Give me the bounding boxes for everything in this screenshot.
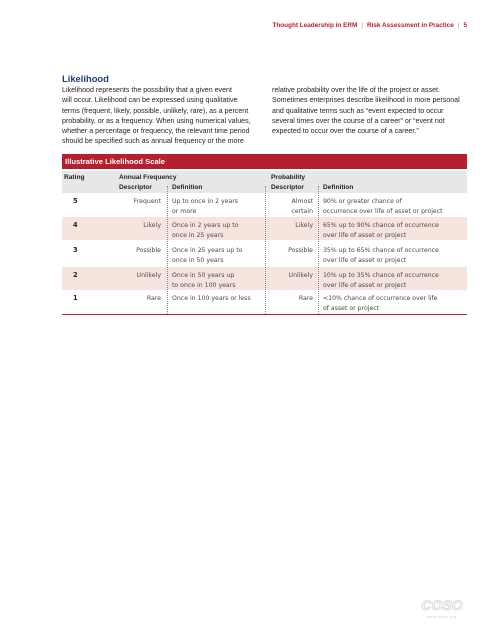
cell-line: 10% up to 35% chance of occurrence (323, 272, 439, 279)
cell-frequency-descriptor: Frequent (133, 198, 161, 205)
cell-line: Once in 50 years up (172, 272, 235, 279)
cell-probability-definition (323, 221, 467, 240)
cell-line: Once in 25 years up to (172, 247, 243, 254)
cell-line: Once in 2 years up to (172, 222, 239, 229)
cell-frequency-definition (172, 197, 264, 216)
cell-line: Possible (288, 247, 313, 254)
intro-line: terms (frequent, likely, possible, unlikely, rare), as a percent (62, 106, 249, 115)
header-probability-definition: Definition (323, 184, 354, 191)
intro-line: relative probability over the life of the project or asset. (272, 86, 440, 94)
cell-rating: 1 (73, 294, 78, 302)
cell-line: to once in 100 years (172, 281, 236, 289)
cell-line: 35% up to 65% chance of occurrence (323, 247, 439, 254)
logo-url: www.coso.org (427, 615, 457, 619)
header-separator-2: | (457, 22, 460, 29)
cell-rating: 4 (73, 221, 78, 229)
intro-line: Sometimes enterprises describe likelihood in more personal (272, 96, 460, 105)
coso-logo (421, 596, 463, 614)
cell-line: Up to once in 2 years (172, 198, 239, 205)
column-divider (318, 186, 319, 314)
cell-line: Almost (291, 198, 313, 205)
intro-line: probability, or as a frequency. When using numerical values, (62, 116, 251, 125)
cell-line: 65% up to 90% chance of occurrence (323, 222, 439, 229)
cell-probability-descriptor (268, 246, 313, 256)
cell-line: or more (172, 207, 197, 215)
intro-line: Likelihood represents the possibility that a given event (62, 86, 232, 94)
section-heading: Likelihood (62, 73, 109, 84)
cell-probability-descriptor (268, 221, 313, 231)
cell-line: Unlikely (288, 272, 313, 279)
table-title: Illustrative Likelihood Scale (65, 157, 166, 166)
cell-frequency-descriptor: Likely (143, 222, 161, 229)
logo-text: COSO (421, 597, 463, 613)
cell-probability-definition (323, 294, 467, 313)
cell-probability-descriptor (268, 197, 313, 216)
cell-probability-descriptor (268, 271, 313, 281)
cell-rating: 2 (73, 271, 78, 279)
cell-frequency-descriptor: Unlikely (136, 272, 161, 279)
cell-line: occurrence over life of asset or project (323, 207, 443, 215)
cell-frequency-descriptor: Possible (136, 247, 161, 254)
cell-line: Rare (298, 295, 313, 302)
cell-line: over life of asset or project (323, 231, 407, 239)
table-bottom-rule (62, 314, 467, 315)
cell-frequency-descriptor: Rare (146, 295, 161, 302)
header-probability-descriptor: Descriptor (271, 184, 304, 191)
cell-rating: 3 (73, 246, 78, 254)
page-number: 5 (463, 22, 467, 29)
cell-frequency-definition (172, 294, 264, 304)
cell-line: of asset or project (323, 304, 380, 312)
cell-line: once in 25 years (172, 231, 224, 239)
cell-frequency-definition (172, 246, 264, 265)
cell-probability-descriptor (268, 294, 313, 304)
table-title-banner (62, 154, 467, 169)
intro-line: will occur. Likelihood can be expressed using qualitative (62, 96, 238, 105)
intro-column-right (272, 85, 468, 136)
intro-line: whether a percentage or frequency, the relevant time period (62, 127, 250, 136)
intro-column-left (62, 85, 258, 147)
cell-line: Likely (295, 222, 313, 229)
likelihood-scale-table (62, 171, 467, 315)
cell-line: over life of asset or project (323, 281, 407, 289)
header-frequency-descriptor: Descriptor (119, 184, 152, 191)
cell-line: <10% chance of occurrence over life (323, 295, 438, 302)
cell-probability-definition (323, 246, 467, 265)
cell-line: certain (291, 207, 313, 215)
cell-line: Once in 100 years or less (172, 295, 251, 302)
cell-line: once in 50 years (172, 256, 224, 264)
header-title: Risk Assessment in Practice (366, 22, 454, 29)
header-section: Thought Leadership in ERM (272, 22, 358, 29)
header-separator: | (361, 22, 363, 29)
header-frequency-definition: Definition (172, 184, 203, 191)
intro-line: and qualitative terms such as “event expected to occur (272, 106, 444, 115)
header-annual-frequency: Annual Frequency (119, 174, 177, 181)
header-probability: Probability (271, 174, 306, 181)
header-rating: Rating (64, 174, 85, 181)
cell-probability-definition (323, 197, 467, 216)
cell-line: over life of asset or project (323, 256, 407, 264)
running-header (272, 22, 467, 29)
cell-probability-definition (323, 271, 467, 290)
cell-frequency-definition (172, 271, 264, 290)
intro-line: expected to occur over the course of a career.” (272, 127, 419, 136)
intro-line: several times over the course of a career” or “event not (272, 116, 445, 125)
cell-line: 90% or greater chance of (323, 198, 402, 205)
intro-line: should be specified such as annual frequency or the more (62, 137, 244, 146)
column-divider (167, 186, 168, 314)
cell-frequency-definition (172, 221, 264, 240)
column-divider (265, 186, 266, 314)
cell-rating: 5 (73, 197, 78, 205)
